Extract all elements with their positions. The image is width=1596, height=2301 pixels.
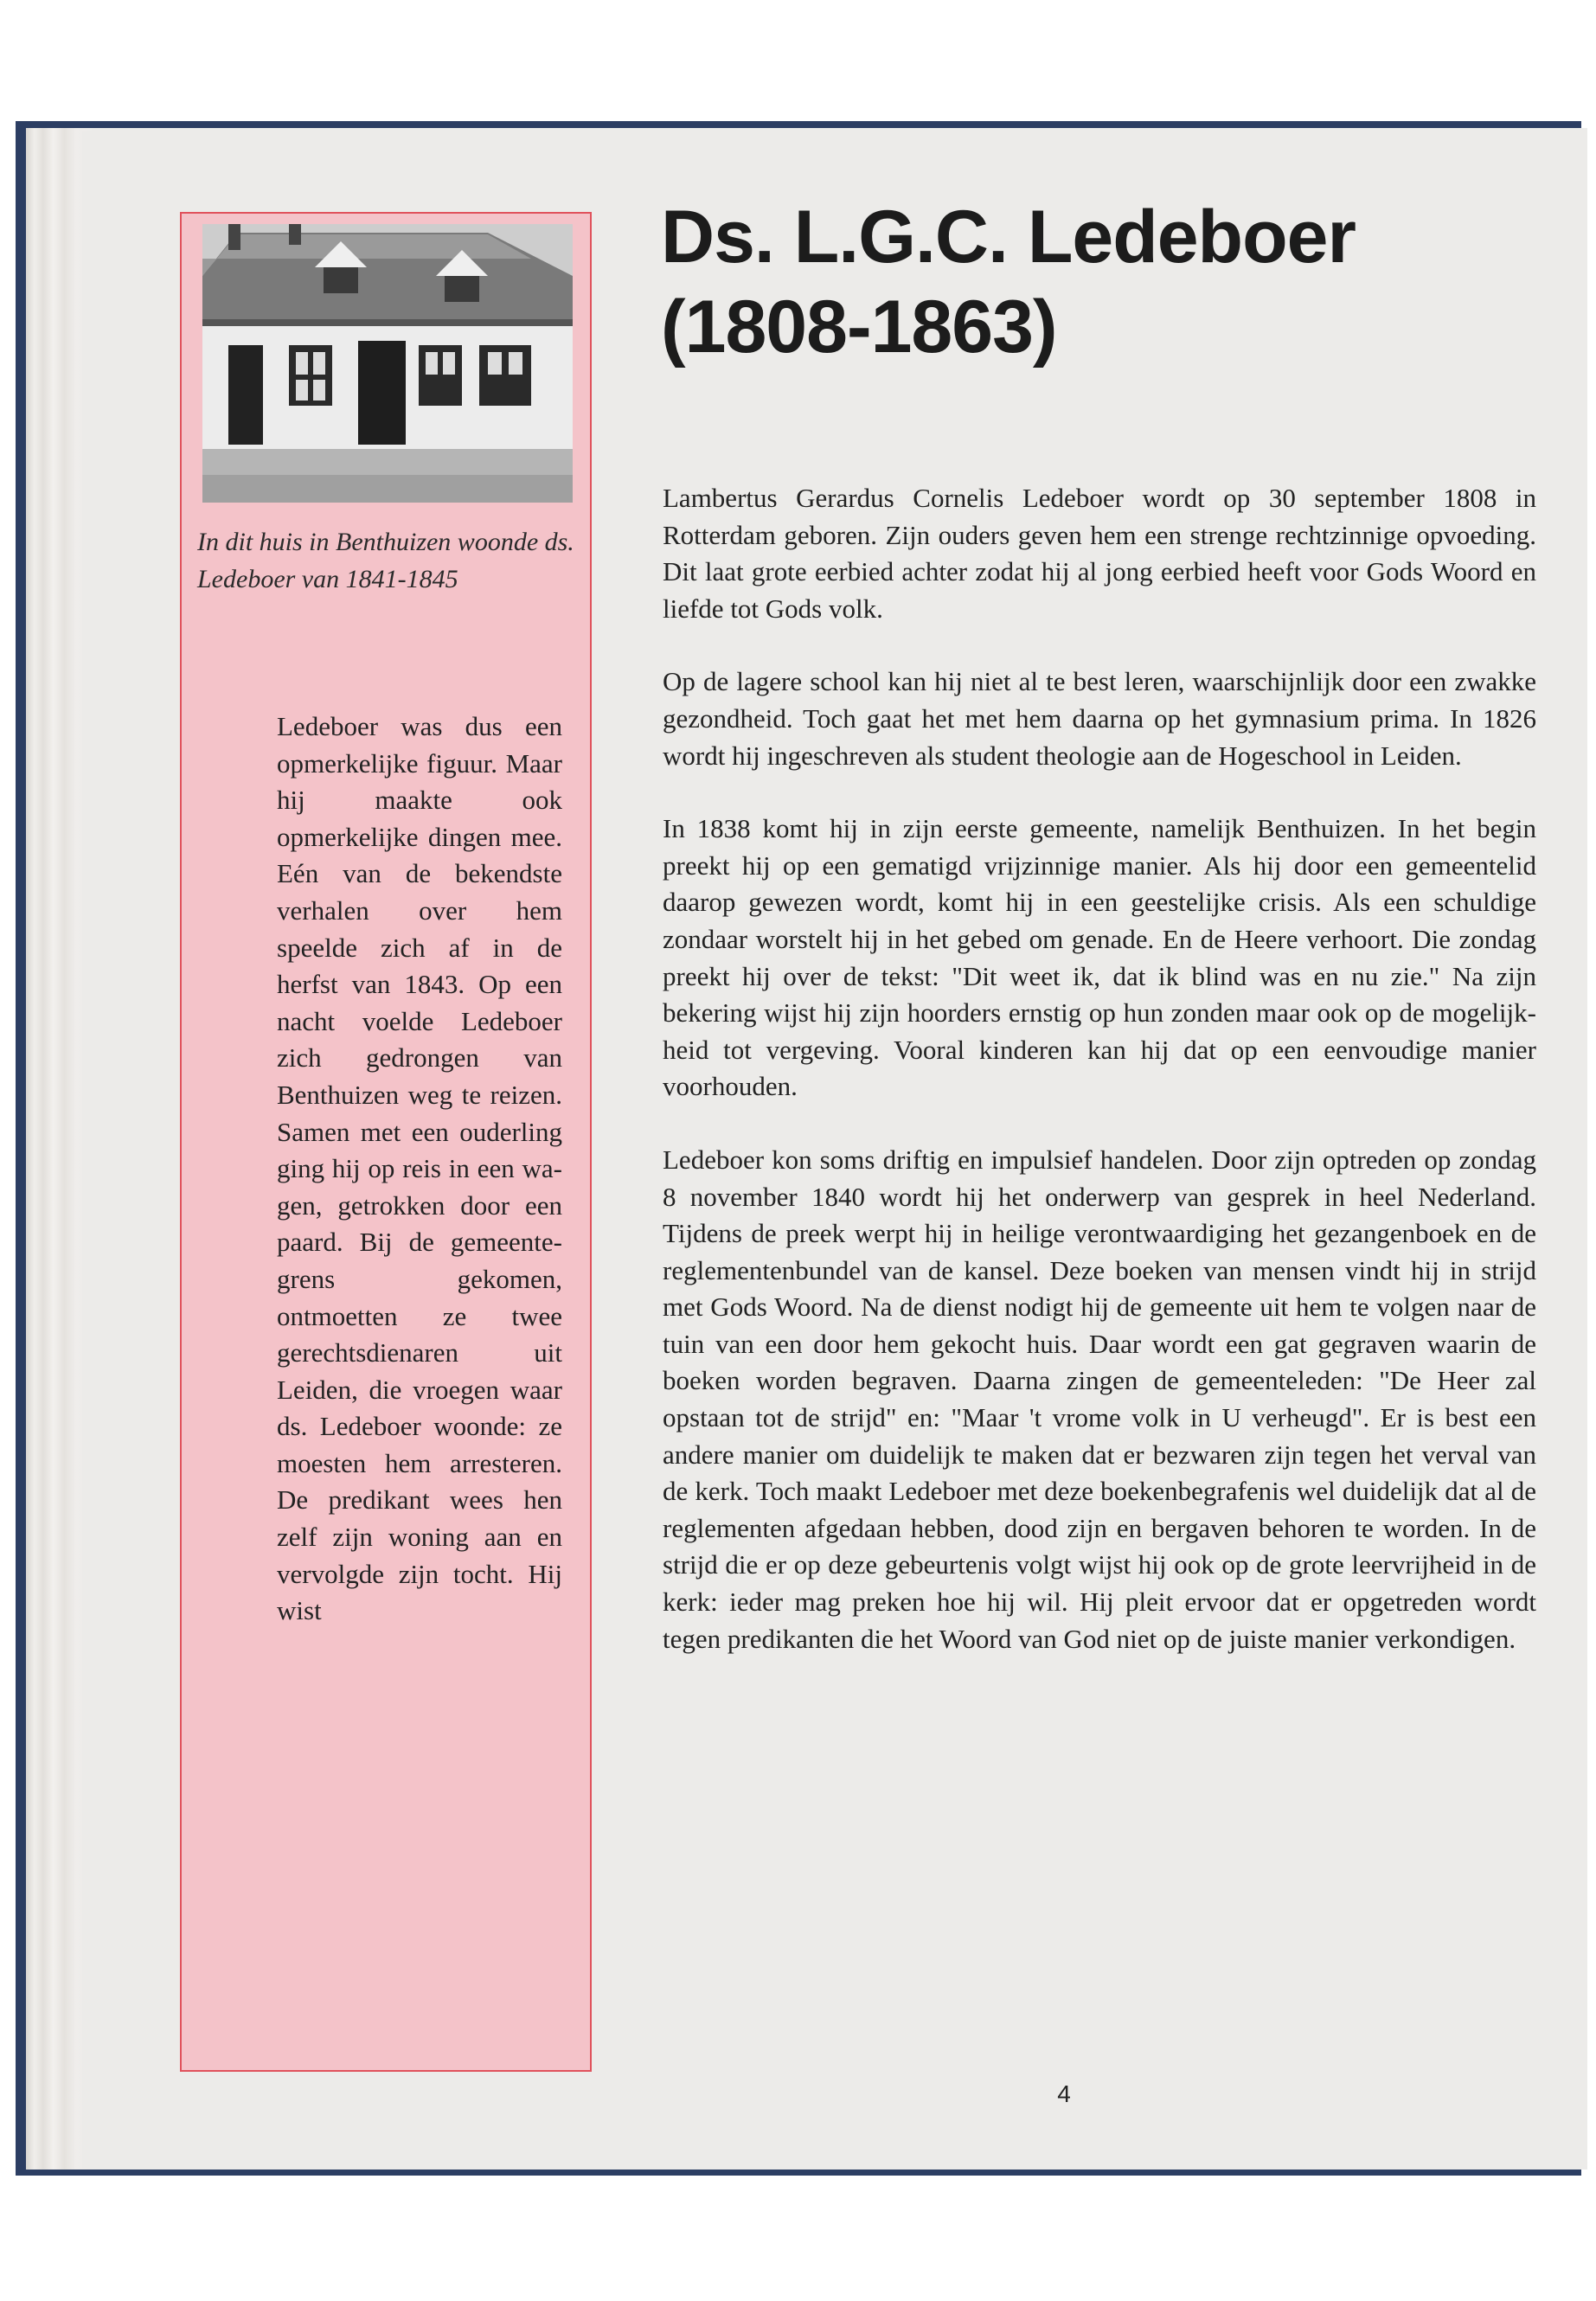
sidebar-text: Ledeboer was dus een opmerkelijke figuur. Maar hij maakte ook opmerkelijke dingen mee. Eén van de bekendste verhalen over hem speelde zich af in de herfst van 1843. Op een nacht voelde Ledeboer zich gedrongen van Benthuizen weg te reizen. Samen met een ouderling ging hij op reis in een wagen, getrokken door een paard. Bij de gemeentegrens gekomen, ontmoetten ze twee gerechtsdienaren uit Leiden, die vroegen waar ds. Ledeboer woonde: ze moesten hem arresteren. De predikant wees hen zelf zijn woning aan en vervolgde zijn tocht. Hij wist — [277, 711, 562, 1626]
paragraph-4: Ledeboer kon soms driftig en impulsief handelen. Door zijn optreden op zondag 8 november 1840 wordt hij het onderwerp van gesprek in heel Nederland. Tijdens de preek werpt hij in heilige verontwaardiging het gezangenboek en de reglementenbundel van de kansel. Deze boeken van mensen vindt hij in strijd met Gods Woord. Na de dienst nodigt hij de gemeente uit hem te volgen naar de tuin van een door hem gekocht huis. Daar wordt een gat gegraven waarin de boeken worden begraven. Daarna zingen de gemeenteleden: "De Heer zal opstaan tot de strijd" en: "Maar 't vrome volk in U verheugd". Er is best een andere manier om duidelijk te maken dat er bezwaren zijn tegen het verval van de kerk. Toch maakt Ledeboer met deze boekenbegrafenis wel duidelijk dat al de reglementen afgedaan hebben, dood zijn en bergaven behoren te worden. In de strijd die er op deze gebeurtenis volgt wijst hij ook op de grote leervrijheid in de kerk: ieder mag preken hoe hij wil. Hij pleit ervoor dat er opgetreden wordt tegen predikanten die het Woord van God niet op de juiste manier verkondigen. — [663, 1144, 1536, 1654]
page-number: 4 — [1057, 2080, 1071, 2107]
paragraph-2: Op de lagere school kan hij niet al te best leren, waarschijnlijk door een zwakke gezondheid. Toch gaat het met hem daarna op het gymnasium prima. In 1826 wordt hij ingeschreven als student theologie aan de Hogeschool in Leiden. — [663, 666, 1536, 771]
article-body — [663, 480, 1536, 1694]
house-photo — [202, 224, 573, 503]
paragraph-3: In 1838 komt hij in zijn eerste gemeente, namelijk Benthuizen. In het begin preekt hij op een gematigd vrijzinnige manier. Als hij door een gemeentelid daarop gewezen wordt, komt hij in een geestelijke crisis. Als een schuldige zondaar worstelt hij in het gebed om genade. En de Heere verhoort. Die zondag preekt hij over de tekst: "Dit weet ik, dat ik blind was en nu zie." Na zijn bekering wijst hij zijn hoorders ernstig op hun zonden maar ook op de mogelijkheid tot vergeving. Vooral kinderen kan hij dat op een eenvoudige manier voorhouden. — [663, 813, 1536, 1102]
paragraph-1: Lambertus Gerardus Cornelis Ledeboer wordt op 30 september 1808 in Rotterdam geboren. Zijn ouders geven hem een strenge rechtzinnige opvoeding. Dit laat grote eerbied achter zodat hij al jong eerbied heeft voor Gods Woord en liefde tot Gods volk. — [663, 483, 1536, 624]
title-name: Ds. L.G.C. Ledeboer — [661, 195, 1356, 279]
title-years: (1808-1863) — [661, 285, 1057, 369]
page-title — [661, 192, 1526, 372]
photo-caption: In dit huis in Benthuizen woonde ds. Ledeboer van 1841-1845 — [197, 528, 574, 593]
sidebar-box — [180, 212, 592, 2072]
house-illustration — [202, 224, 573, 503]
